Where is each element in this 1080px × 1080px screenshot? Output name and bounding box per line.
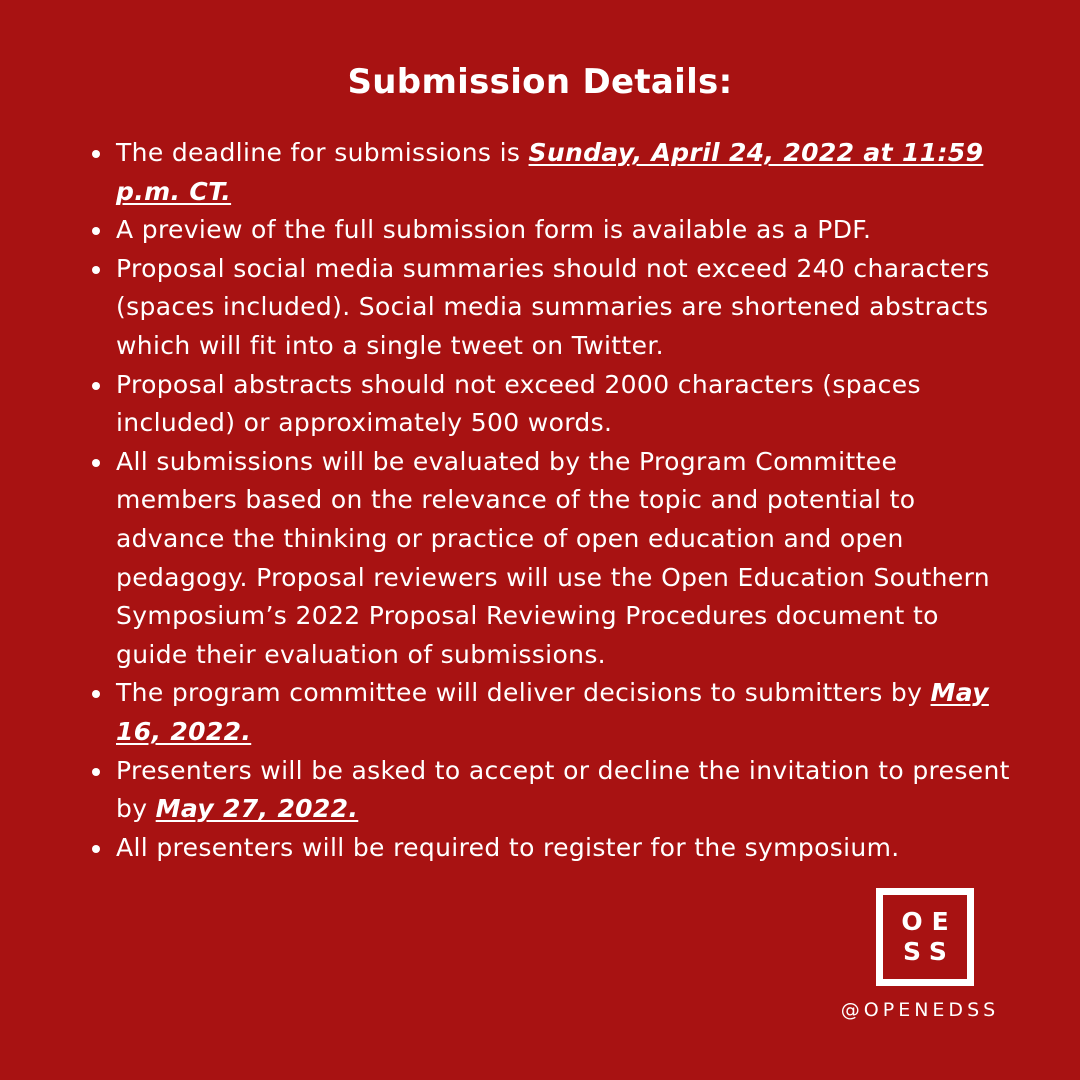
list-item-text: Proposal social media summaries should not exceed 240 characters (spaces included). Social media summaries are shortened abstracts which will fit into a single tweet on Twitter.	[116, 253, 990, 360]
bullet-icon	[92, 845, 100, 853]
list-item	[116, 443, 1011, 675]
list-item-text: A preview of the full submission form is available as a PDF.	[116, 215, 872, 245]
bullet-icon	[92, 382, 100, 390]
list-item	[116, 366, 1011, 443]
list-item	[116, 211, 1011, 250]
list-item	[116, 752, 1011, 829]
list-item	[116, 674, 1011, 751]
list-item-text: Proposal abstracts should not exceed 2000 characters (spaces included) or approximately 500 words.	[116, 369, 921, 438]
list-item-text: The program committee will deliver decisions to submitters by	[116, 678, 931, 708]
list-item-text: All presenters will be required to register for the symposium.	[116, 832, 900, 862]
logo-line-2: SS	[903, 937, 956, 966]
acceptance-date: May 27, 2022.	[155, 794, 359, 824]
deadline-date: Sunday, April 24, 2022 at 11:59 p.m. CT.	[116, 138, 984, 206]
list-item	[116, 134, 1011, 211]
oess-logo	[876, 888, 974, 986]
bullet-icon	[92, 690, 100, 698]
bullet-icon	[92, 266, 100, 274]
social-handle: @OPENEDSS	[840, 999, 1000, 1021]
bullet-icon	[92, 227, 100, 235]
list-item	[116, 829, 1011, 868]
page-title: Submission Details:	[347, 62, 733, 102]
bullet-icon	[92, 768, 100, 776]
bullet-icon	[92, 150, 100, 158]
logo-line-1: OE	[901, 907, 958, 936]
bullet-icon	[92, 459, 100, 467]
submission-details-list	[116, 134, 1011, 867]
list-item-text: All submissions will be evaluated by the Program Committee members based on the relevance of the topic and potential to advance the thinking or practice of open education and open pedagogy. Proposal reviewers will use the Open Education Southern Symposium’s 2022 Proposal Reviewing Procedures document to guide their evaluation of submissions.	[116, 446, 990, 669]
list-item-text: Presenters will be asked to accept or decline the invitation to present by	[116, 755, 1010, 824]
decision-date: May 16, 2022.	[116, 678, 989, 746]
list-item-text: The deadline for submissions is	[116, 138, 529, 167]
list-item	[116, 250, 1011, 366]
